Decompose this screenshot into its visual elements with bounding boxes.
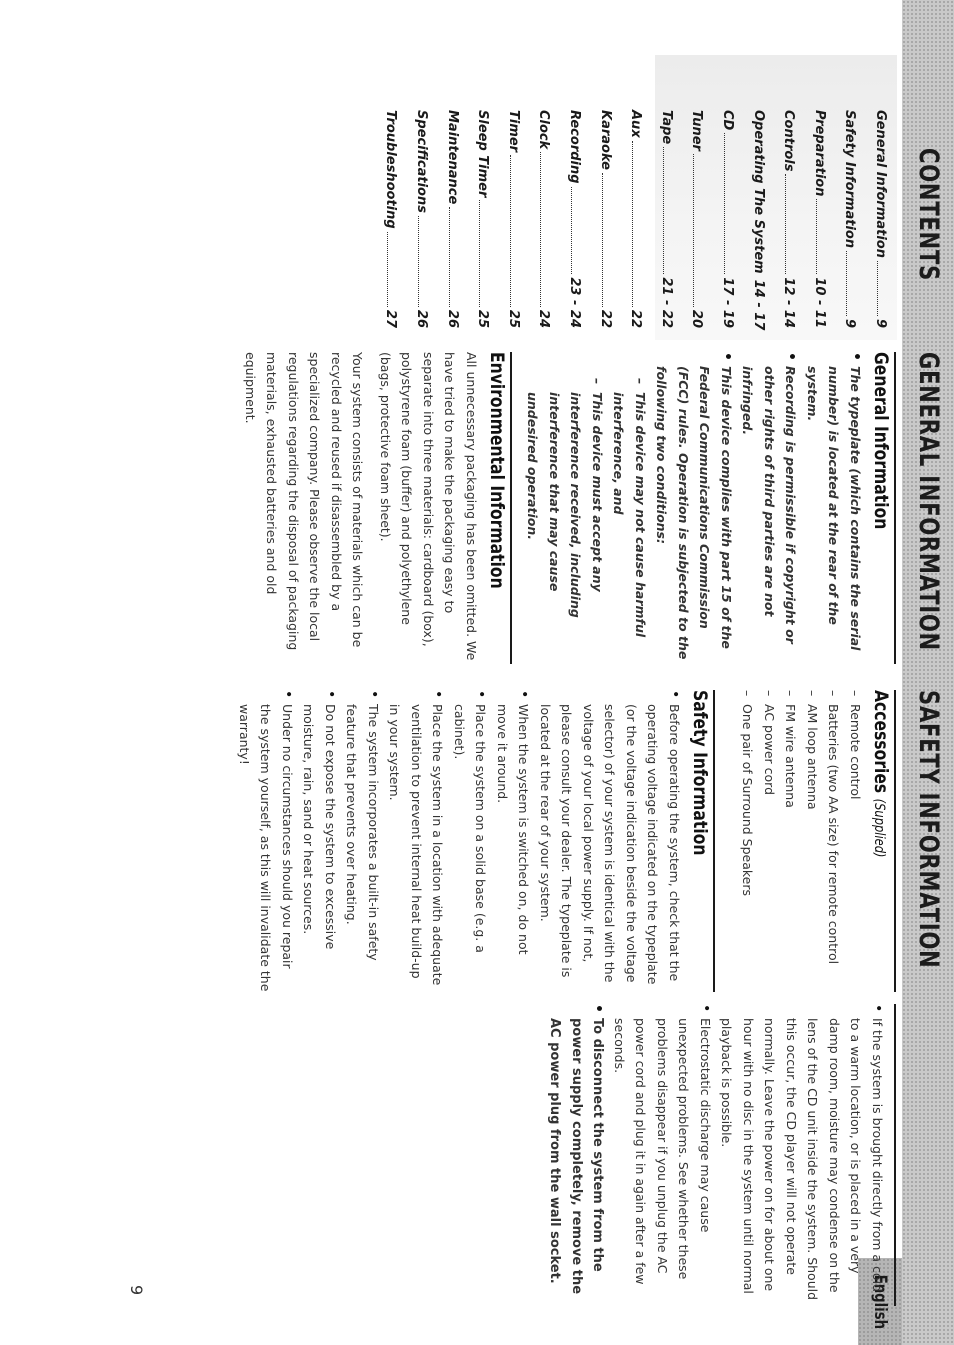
list-item: [522, 352, 737, 664]
toc-leader-dots: [846, 251, 857, 316]
safety-information-column-2: [544, 1004, 896, 1306]
toc-leader-dots: [387, 232, 398, 307]
toc-title: Controls: [781, 110, 797, 172]
toc-entry: [430, 110, 460, 328]
toc-entry: [644, 110, 674, 328]
general-information-header: GENERAL INFORMATION: [913, 352, 944, 652]
toc-entry: [613, 110, 643, 328]
accessories-subtitle: (Supplied): [871, 798, 887, 858]
safety-item: • Under no circumstances should you repair the system yourself, as this will invalidate the warranty!: [234, 690, 299, 992]
toc-entry: [858, 110, 888, 328]
environmental-paragraph-1: All unnecessary packaging has been omitted. We have tried to make the packaging easy to separate into three materials: cardboard (box), polystyrene foam (buffer) and polyethylene (bags, protective foam sheet).: [378, 352, 479, 661]
power-disconnect-warning: To disconnect the system from the power supply completely, remove the AC power plug from the wall socket.: [547, 1018, 606, 1295]
toc-entry: [583, 110, 613, 328]
toc-leader-dots: [724, 133, 735, 274]
toc-leader-dots: [663, 147, 674, 274]
toc-page: 27: [383, 309, 399, 328]
safety-information-header: SAFETY INFORMATION: [913, 690, 944, 969]
general-info-bullet-2: Recording is permissible if copyright or other rights of third parties are not infringed.: [740, 366, 799, 644]
toc-leader-dots: [418, 216, 429, 307]
general-info-bullet-3: This device complies with part 15 of the Federal Communications Commission (FCC) rules. Operation is subjected to the following two conditions:: [654, 366, 734, 660]
toc-entry: [491, 110, 521, 328]
toc-title: Recording: [567, 110, 582, 184]
toc-page: 20: [689, 309, 705, 328]
toc-page: 25: [475, 309, 491, 328]
language-tab-label: English: [870, 1274, 890, 1329]
accessory-item: – AM loop antenna: [802, 690, 824, 992]
environmental-paragraph-2: Your system consists of materials which can be recycled and reused if disassembled by a specialized company. Please observe the local regulations regarding the disposal of packaging materials, exhausted batteries and old equipment.: [243, 352, 366, 651]
toc-page: 26: [444, 309, 460, 328]
toc-title: Tuner: [689, 110, 705, 151]
safety-item: • Before operating the system, check that the operating voltage indicated on the typeplate (or the voltage indication beside the voltage selector) of your system is identical with the voltage of your local power supply. If not, please consult your dealer. The typeplate is located at the rear of your system.: [535, 690, 686, 992]
accessories-list: [737, 690, 866, 992]
safety-item: • Place the system on a solid base (e.g. a cabinet).: [449, 690, 492, 992]
section-rule: [894, 1004, 896, 1306]
safety-list-continued: [609, 1004, 889, 1306]
toc-page: 12 - 14: [781, 277, 797, 328]
list-item: [802, 352, 867, 664]
toc-entry: [674, 110, 704, 328]
toc-title: Safety Information: [842, 110, 858, 249]
environmental-information-heading: Environmental Information: [486, 352, 508, 589]
accessories-heading: [870, 690, 892, 938]
list-item: [544, 1004, 609, 1306]
accessory-item: – AC power cord: [759, 690, 781, 992]
toc-title: Operating The System: [750, 110, 766, 274]
toc-leader-dots: [632, 141, 643, 307]
toc-entry: [766, 110, 796, 328]
toc-title: Aux: [628, 110, 644, 138]
accessory-item: – Batteries (two AA size) for remote control: [823, 690, 845, 992]
toc-entry: [521, 110, 551, 328]
toc-page: 17 - 19: [720, 277, 735, 328]
section-rule: [510, 352, 512, 664]
safety-item: • The system incorporates a built-in safety feature that prevents over heating.: [341, 690, 384, 992]
list-item: [522, 378, 608, 664]
safety-item: • If the system is brought directly from a cold to a warm location, or is placed in a very damp room, moisture may condense on the lens of the CD unit inside the system. Should this occur, the CD player will not operate normally. Leave the power on for about one hour with no disc in the system until normal playback is possible.: [716, 1004, 888, 1306]
safety-information-heading: Safety Information: [689, 690, 711, 856]
page-number: 9: [127, 1285, 146, 1296]
section-rule: [713, 690, 715, 992]
toc-title: Karaoke: [597, 110, 613, 170]
toc-leader-dots: [540, 152, 551, 307]
safety-information-column-1: [234, 690, 897, 992]
toc-leader-dots: [449, 207, 460, 307]
general-information-heading: General Information: [870, 352, 892, 530]
general-info-bullet-1: The typeplate (which contains the serial number) is located at the rear of the system.: [805, 366, 863, 651]
toc-page: 21 - 22: [658, 277, 674, 328]
safety-item: • Do not expose the system to excessive moisture, rain, sand or heat sources.: [298, 690, 341, 992]
toc-title: Preparation: [811, 110, 827, 197]
toc-leader-dots: [693, 154, 704, 307]
toc-leader-dots: [602, 173, 613, 307]
general-information-column: [240, 352, 897, 664]
toc-entry: [736, 110, 766, 331]
list-item: [737, 352, 802, 664]
section-rule: [894, 690, 896, 992]
toc-entry: [827, 110, 857, 328]
toc-page: 14 - 17: [750, 279, 766, 331]
toc-page: 23 - 24: [567, 277, 582, 328]
toc-entry: [368, 110, 398, 328]
contents-header: CONTENTS: [913, 148, 944, 282]
accessory-item: – Remote control: [845, 690, 867, 992]
list-item: [608, 378, 651, 664]
toc-entry: [797, 110, 827, 328]
toc-page: 25: [505, 309, 521, 328]
toc-page: 24: [536, 309, 552, 328]
section-rule: [894, 352, 896, 664]
fcc-condition-2: This device must accept any interference received, including interference that may cause undesired operation.: [525, 392, 605, 618]
toc-page: 22: [628, 309, 644, 328]
toc-page: 9: [842, 318, 858, 328]
toc-title: Troubleshooting: [383, 110, 399, 229]
safety-item: • Electrostatic discharge may cause unexpected problems. See whether these problems disappear if you unplug the AC power cord and plug it in again after a few seconds.: [609, 1004, 717, 1306]
toc-page: 10 - 11: [811, 277, 827, 328]
toc-leader-dots: [816, 199, 827, 274]
toc-page: 26: [414, 309, 429, 328]
accessory-item: – One pair of Surround Speakers: [737, 690, 759, 992]
toc-leader-dots: [785, 174, 796, 274]
toc-title: Maintenance: [444, 110, 460, 205]
toc-title: CD: [720, 110, 735, 131]
accessories-title: Accessories: [870, 690, 892, 794]
safety-item: • When the system is switched on, do not move it around.: [492, 690, 535, 992]
toc-title: Specifications: [414, 110, 429, 213]
toc-title: Tape: [658, 110, 674, 145]
toc-title: General Information: [873, 110, 888, 258]
toc-leader-dots: [479, 200, 490, 307]
section-header-bar: [902, 0, 954, 1345]
toc-page: 9: [873, 318, 888, 328]
toc-leader-dots: [510, 155, 521, 307]
toc-leader-dots: [877, 261, 888, 316]
toc-leader-dots: [571, 187, 582, 275]
accessory-item: – FM wire antenna: [780, 690, 802, 992]
toc-entry: [460, 110, 490, 328]
toc-title: Sleep Timer: [475, 110, 491, 198]
toc-entry: [552, 110, 582, 328]
fcc-condition-1: This device may not cause harmful interference, and: [611, 392, 648, 638]
safety-list: [234, 690, 686, 992]
toc-title: Timer: [505, 110, 521, 153]
toc-page: 22: [597, 309, 613, 328]
toc-entry: [705, 110, 735, 328]
toc-entry: [399, 110, 429, 328]
safety-item: • Place the system in a location with adequate ventilation to prevent internal heat build-up in your system.: [384, 690, 449, 992]
toc-title: Clock: [536, 110, 552, 150]
